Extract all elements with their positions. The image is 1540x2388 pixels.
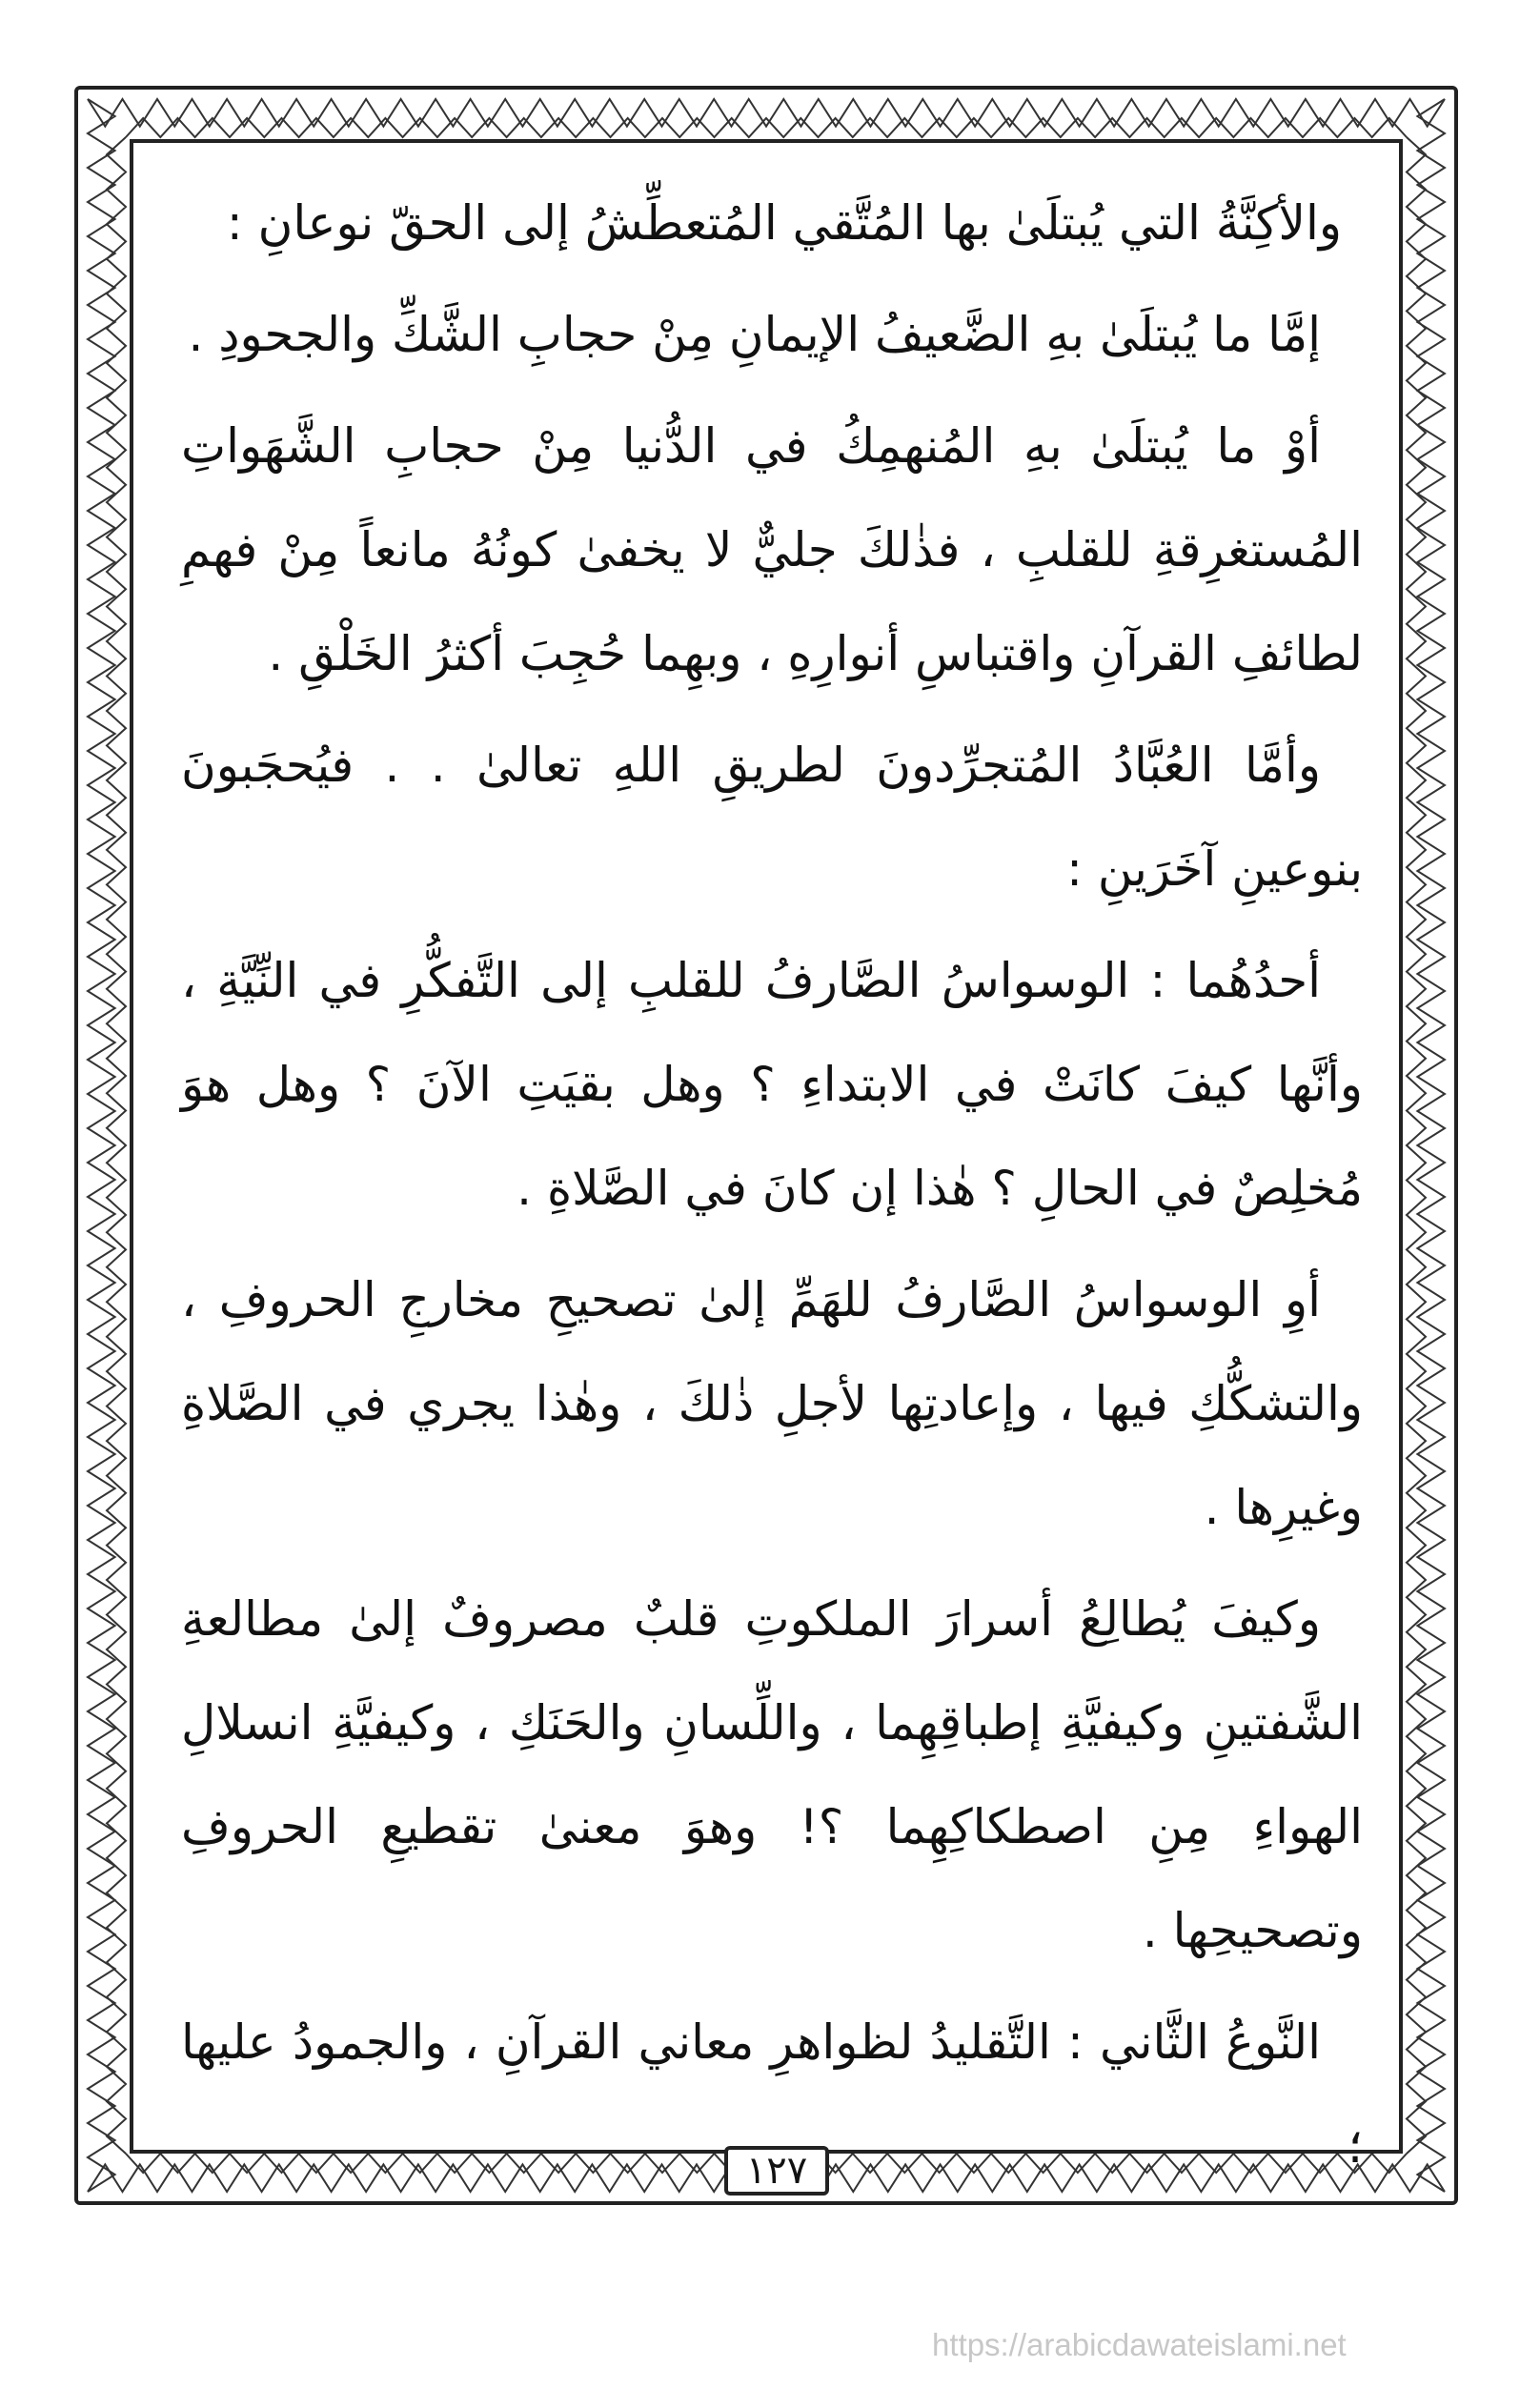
watermark-url: https://arabicdawateislami.net — [932, 2327, 1347, 2362]
paragraph-5: أحدُهُما : الوسواسُ الصَّارفُ للقلبِ إلى التَّفكُّرِ في النِّيَّةِ ، وأنَّها كيفَ كانَتْ في الابتداءِ ؟ وهل بقيَتِ الآنَ ؟ وهل هوَ مُخلِصٌ في الحالِ ؟ هٰذا إن كانَ في الصَّلاةِ . — [181, 953, 1363, 1216]
paragraph-3: أوْ ما يُبتلَىٰ بهِ المُنهمِكُ في الدُّنيا مِنْ حجابِ الشَّهَواتِ المُستغرِقةِ للقلبِ ، فذٰلكَ جليٌّ لا يخفىٰ كونُهُ مانعاً مِنْ فهمِ لطائفِ القرآنِ واقتباسِ أنوارِهِ ، وبهِما حُجِبَ أكثرُ الخَلْقِ . — [181, 418, 1363, 681]
ornament-zigzag — [88, 99, 115, 2192]
page-number: ١٢٧ — [724, 2146, 829, 2196]
paragraph-7: وكيفَ يُطالِعُ أسرارَ الملكوتِ قلبٌ مصروفٌ إلىٰ مطالعةِ الشَّفتينِ وكيفيَّةِ إطباقِهِما ، واللِّسانِ والحَنَكِ ، وكيفيَّةِ انسلالِ الهواءِ مِنِ اصطكاكِهِما ؟! وهوَ معنىٰ تقطيعِ الحروفِ وتصحيحِها . — [181, 1591, 1363, 1958]
paragraph-6: أوِ الوسواسُ الصَّارفُ للهَمِّ إلىٰ تصحيحِ مخارجِ الحروفِ ، والتشكُّكِ فيها ، وإعادتِها لأجلِ ذٰلكَ ، وهٰذا يجري في الصَّلاةِ وغيرِها . — [181, 1272, 1363, 1535]
paragraph-1: والأكِنَّةُ التي يُبتلَىٰ بها المُتَّقي المُتعطِّشُ إلى الحقّ نوعانِ : — [226, 195, 1342, 251]
page-body — [181, 172, 1363, 2206]
ornament-zigzag — [1417, 99, 1445, 2192]
paragraph-8: النَّوعُ الثَّاني : التَّقليدُ لظواهرِ معاني القرآنِ ، والجمودُ عليها ؛ — [181, 2014, 1363, 2174]
ornament-zigzag — [88, 99, 1445, 127]
paragraph-2: إمَّا ما يُبتلَىٰ بهِ الضَّعيفُ الإيمانِ مِنْ حجابِ الشَّكِّ والجحودِ . — [188, 307, 1321, 362]
paragraph-4: وأمَّا العُبَّادُ المُتجرِّدونَ لطريقِ اللهِ تعالىٰ . . فيُحجَبونَ بنوعينِ آخَرَينِ : — [181, 738, 1363, 897]
